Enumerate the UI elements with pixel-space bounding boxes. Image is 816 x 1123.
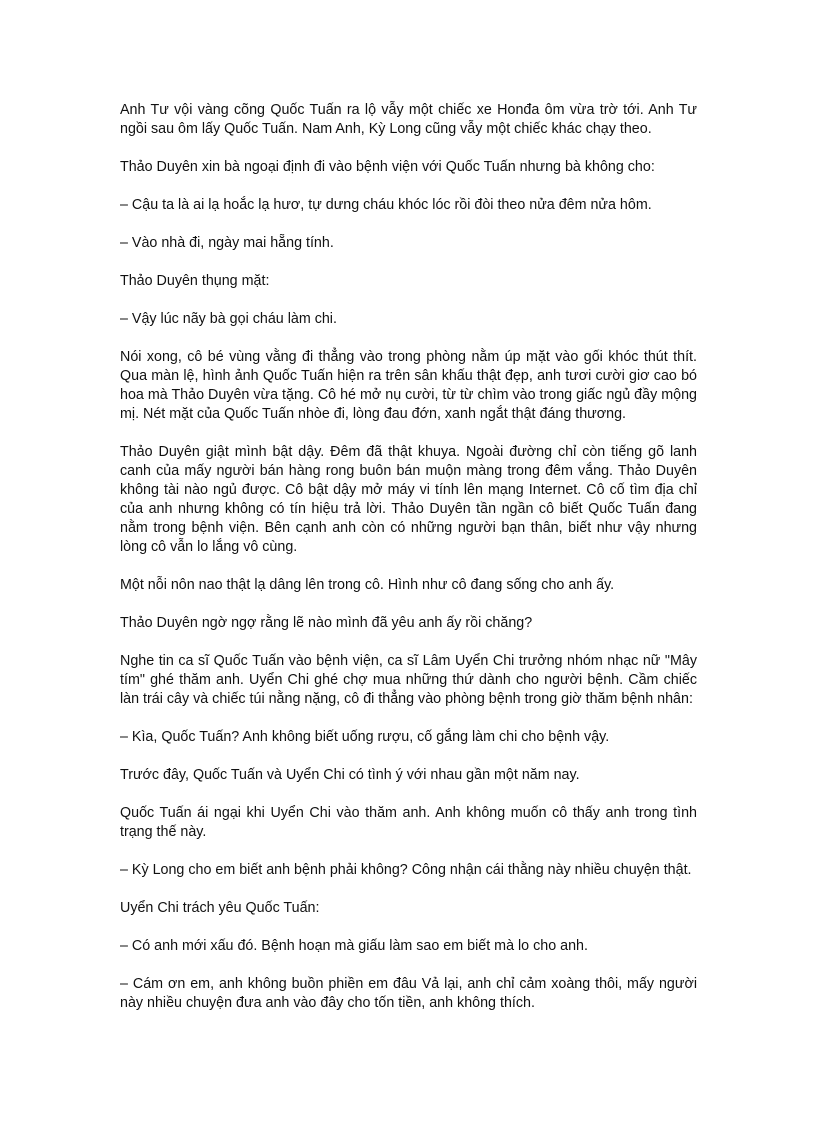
- paragraph: Thảo Duyên ngờ ngợ rằng lẽ nào mình đã yêu anh ấy rồi chăng?: [120, 615, 533, 631]
- paragraph: Uyển Chi trách yêu Quốc Tuấn:: [120, 900, 320, 916]
- paragraph: Thảo Duyên thụng mặt:: [120, 273, 270, 289]
- paragraph: Thảo Duyên xin bà ngoại định đi vào bệnh viện với Quốc Tuấn nhưng bà không cho:: [120, 159, 655, 175]
- paragraph: – Vậy lúc nãy bà gọi cháu làm chi.: [120, 311, 337, 327]
- paragraph: Trước đây, Quốc Tuấn và Uyển Chi có tình ý với nhau gần một năm nay.: [120, 767, 580, 783]
- paragraph: – Kỳ Long cho em biết anh bệnh phải không? Công nhận cái thằng này nhiều chuyện thật.: [120, 862, 692, 878]
- paragraph: Thảo Duyên giật mình bật dậy. Đêm đã thật khuya. Ngoài đường chỉ còn tiếng gõ lanh canh của mấy người bán hàng rong buôn bán muộn màng trong đêm vắng. Thảo Duyên không tài nào ngủ được. Cô bật dậy mở máy vi tính lên mạng Internet. Cô cố tìm địa chỉ của anh nhưng không có tín hiệu trả lời. Thảo Duyên tần ngần cô biết Quốc Tuấn đang nằm trong bệnh viện. Bên cạnh anh còn có những người bạn thân, biết như vậy nhưng lòng cô vẫn lo lắng vô cùng.: [120, 444, 697, 555]
- paragraph: Quốc Tuấn ái ngại khi Uyển Chi vào thăm anh. Anh không muốn cô thấy anh trong tình trạng thế này.: [120, 805, 697, 840]
- paragraph: Nói xong, cô bé vùng vằng đi thẳng vào trong phòng nằm úp mặt vào gối khóc thút thít. Qua màn lệ, hình ảnh Quốc Tuấn hiện ra trên sân khấu thật đẹp, anh tươi cười giơ cao bó hoa mà Thảo Duyên vừa tặng. Cô hé mở nụ cười, từ từ chìm vào trong giấc ngủ đầy mộng mị. Nét mặt của Quốc Tuấn nhòe đi, lòng đau đớn, xanh ngắt thật đáng thương.: [120, 349, 697, 422]
- paragraph: Anh Tư vội vàng cõng Quốc Tuấn ra lộ vẫy một chiếc xe Honđa ôm vừa trờ tới. Anh Tư ngồi sau ôm lấy Quốc Tuấn. Nam Anh, Kỳ Long cũng vẫy một chiếc khác chạy theo.: [120, 102, 697, 137]
- paragraph: – Cậu ta là ai lạ hoắc lạ hươ, tự dưng cháu khóc lóc rồi đòi theo nửa đêm nửa hôm.: [120, 197, 652, 213]
- paragraph: – Vào nhà đi, ngày mai hẵng tính.: [120, 235, 334, 251]
- paragraph: Một nỗi nôn nao thật lạ dâng lên trong cô. Hình như cô đang sống cho anh ấy.: [120, 577, 615, 593]
- document-body: [120, 101, 697, 1032]
- paragraph: – Cám ơn em, anh không buồn phiền em đâu Vả lại, anh chỉ cảm xoàng thôi, mấy người này nhiều chuyện đưa anh vào đây cho tốn tiền, anh không thích.: [120, 976, 697, 1011]
- paragraph: – Kìa, Quốc Tuấn? Anh không biết uống rượu, cố gắng làm chi cho bệnh vậy.: [120, 729, 610, 745]
- paragraph: Nghe tin ca sĩ Quốc Tuấn vào bệnh viện, ca sĩ Lâm Uyển Chi trưởng nhóm nhạc nữ "Mây tím" ghé thăm anh. Uyển Chi ghé chợ mua những thứ dành cho người bệnh. Cầm chiếc làn trái cây và chiếc túi nằng nặng, cô đi thẳng vào phòng bệnh trong giờ thăm bệnh nhân:: [120, 653, 697, 707]
- paragraph: – Có anh mới xấu đó. Bệnh hoạn mà giấu làm sao em biết mà lo cho anh.: [120, 938, 588, 954]
